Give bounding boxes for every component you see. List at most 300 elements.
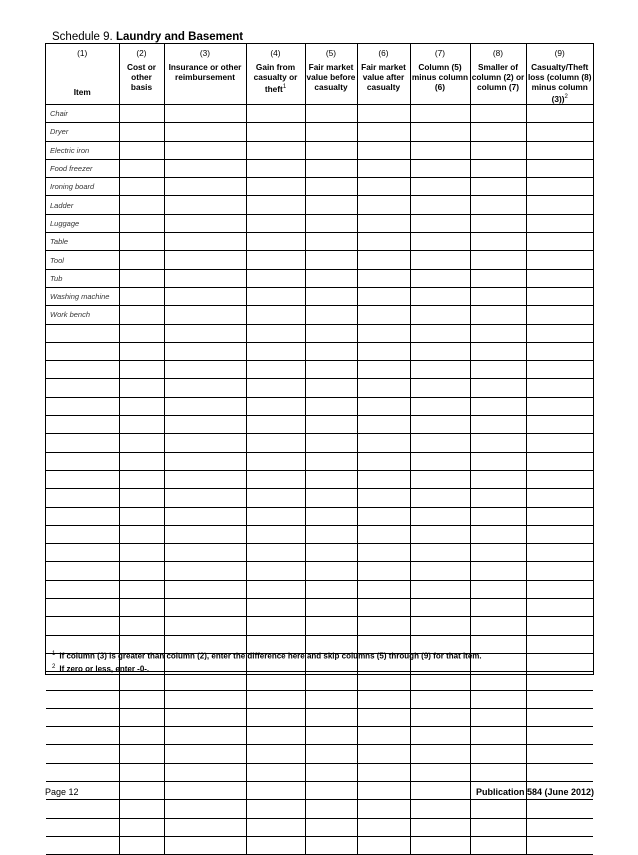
entry-cell[interactable] (410, 489, 470, 507)
entry-cell[interactable] (305, 159, 357, 177)
entry-cell[interactable] (470, 708, 526, 726)
entry-cell[interactable] (526, 141, 593, 159)
entry-cell[interactable] (164, 507, 246, 525)
entry-cell[interactable] (357, 727, 410, 745)
entry-cell[interactable] (119, 159, 164, 177)
entry-cell[interactable] (526, 287, 593, 305)
entry-cell[interactable] (470, 269, 526, 287)
entry-cell[interactable] (357, 781, 410, 799)
entry-cell[interactable] (526, 800, 593, 818)
entry-cell[interactable] (526, 617, 593, 635)
entry-cell[interactable] (119, 781, 164, 799)
entry-cell[interactable] (470, 489, 526, 507)
entry-cell[interactable] (305, 123, 357, 141)
entry-cell[interactable] (357, 507, 410, 525)
entry-cell[interactable] (470, 397, 526, 415)
entry-cell[interactable] (470, 324, 526, 342)
entry-cell[interactable] (119, 233, 164, 251)
entry-cell[interactable] (410, 214, 470, 232)
entry-cell[interactable] (164, 690, 246, 708)
entry-cell[interactable] (357, 452, 410, 470)
entry-cell[interactable] (305, 507, 357, 525)
entry-cell[interactable] (526, 544, 593, 562)
entry-cell[interactable] (246, 178, 305, 196)
entry-cell[interactable] (410, 818, 470, 836)
entry-cell[interactable] (164, 324, 246, 342)
entry-cell[interactable] (526, 269, 593, 287)
entry-cell[interactable] (357, 123, 410, 141)
entry-cell[interactable] (305, 745, 357, 763)
entry-cell[interactable] (410, 196, 470, 214)
entry-cell[interactable] (119, 287, 164, 305)
entry-cell[interactable] (470, 599, 526, 617)
entry-cell[interactable] (410, 178, 470, 196)
entry-cell[interactable] (119, 214, 164, 232)
entry-cell[interactable] (164, 251, 246, 269)
entry-cell[interactable] (410, 836, 470, 854)
entry-cell[interactable] (246, 800, 305, 818)
entry-cell[interactable] (526, 324, 593, 342)
entry-cell[interactable] (470, 416, 526, 434)
entry-cell[interactable] (119, 141, 164, 159)
entry-cell[interactable] (164, 818, 246, 836)
entry-cell[interactable] (470, 123, 526, 141)
entry-cell[interactable] (164, 745, 246, 763)
entry-cell[interactable] (357, 141, 410, 159)
entry-cell[interactable] (246, 342, 305, 360)
entry-cell[interactable] (164, 836, 246, 854)
entry-cell[interactable] (526, 434, 593, 452)
entry-cell[interactable] (119, 196, 164, 214)
entry-cell[interactable] (246, 196, 305, 214)
entry-cell[interactable] (357, 379, 410, 397)
entry-cell[interactable] (305, 141, 357, 159)
entry-cell[interactable] (357, 306, 410, 324)
entry-cell[interactable] (470, 836, 526, 854)
entry-cell[interactable] (305, 544, 357, 562)
entry-cell[interactable] (526, 745, 593, 763)
entry-cell[interactable] (357, 251, 410, 269)
entry-cell[interactable] (119, 708, 164, 726)
entry-cell[interactable] (305, 324, 357, 342)
entry-cell[interactable] (305, 708, 357, 726)
entry-cell[interactable] (305, 562, 357, 580)
entry-cell[interactable] (305, 434, 357, 452)
entry-cell[interactable] (410, 287, 470, 305)
entry-cell[interactable] (357, 470, 410, 488)
entry-cell[interactable] (410, 745, 470, 763)
entry-cell[interactable] (119, 617, 164, 635)
entry-cell[interactable] (305, 763, 357, 781)
entry-cell[interactable] (526, 818, 593, 836)
entry-cell[interactable] (470, 470, 526, 488)
entry-cell[interactable] (246, 489, 305, 507)
entry-cell[interactable] (470, 727, 526, 745)
entry-cell[interactable] (410, 617, 470, 635)
entry-cell[interactable] (470, 562, 526, 580)
entry-cell[interactable] (246, 525, 305, 543)
entry-cell[interactable] (164, 361, 246, 379)
entry-cell[interactable] (526, 379, 593, 397)
entry-cell[interactable] (246, 233, 305, 251)
entry-cell[interactable] (357, 434, 410, 452)
entry-cell[interactable] (470, 141, 526, 159)
entry-cell[interactable] (164, 141, 246, 159)
entry-cell[interactable] (526, 159, 593, 177)
entry-cell[interactable] (410, 562, 470, 580)
entry-cell[interactable] (410, 727, 470, 745)
entry-cell[interactable] (526, 342, 593, 360)
entry-cell[interactable] (410, 708, 470, 726)
entry-cell[interactable] (119, 251, 164, 269)
entry-cell[interactable] (305, 836, 357, 854)
entry-cell[interactable] (119, 544, 164, 562)
entry-cell[interactable] (357, 544, 410, 562)
entry-cell[interactable] (246, 617, 305, 635)
entry-cell[interactable] (246, 727, 305, 745)
entry-cell[interactable] (119, 690, 164, 708)
entry-cell[interactable] (246, 159, 305, 177)
entry-cell[interactable] (470, 287, 526, 305)
entry-cell[interactable] (410, 800, 470, 818)
entry-cell[interactable] (246, 544, 305, 562)
entry-cell[interactable] (410, 233, 470, 251)
entry-cell[interactable] (246, 580, 305, 598)
entry-cell[interactable] (357, 159, 410, 177)
entry-cell[interactable] (357, 745, 410, 763)
entry-cell[interactable] (410, 580, 470, 598)
entry-cell[interactable] (357, 269, 410, 287)
entry-cell[interactable] (164, 287, 246, 305)
entry-cell[interactable] (357, 800, 410, 818)
entry-cell[interactable] (246, 507, 305, 525)
entry-cell[interactable] (246, 214, 305, 232)
entry-cell[interactable] (526, 580, 593, 598)
entry-cell[interactable] (470, 690, 526, 708)
entry-cell[interactable] (357, 361, 410, 379)
entry-cell[interactable] (246, 470, 305, 488)
entry-cell[interactable] (164, 562, 246, 580)
entry-cell[interactable] (526, 599, 593, 617)
entry-cell[interactable] (119, 745, 164, 763)
entry-cell[interactable] (164, 306, 246, 324)
entry-cell[interactable] (470, 342, 526, 360)
entry-cell[interactable] (119, 416, 164, 434)
entry-cell[interactable] (470, 178, 526, 196)
entry-cell[interactable] (246, 763, 305, 781)
entry-cell[interactable] (164, 178, 246, 196)
entry-cell[interactable] (305, 287, 357, 305)
entry-cell[interactable] (119, 379, 164, 397)
entry-cell[interactable] (357, 580, 410, 598)
entry-cell[interactable] (357, 105, 410, 123)
entry-cell[interactable] (119, 470, 164, 488)
entry-cell[interactable] (470, 800, 526, 818)
entry-cell[interactable] (305, 489, 357, 507)
entry-cell[interactable] (119, 507, 164, 525)
entry-cell[interactable] (119, 489, 164, 507)
entry-cell[interactable] (357, 763, 410, 781)
entry-cell[interactable] (410, 269, 470, 287)
entry-cell[interactable] (164, 105, 246, 123)
entry-cell[interactable] (357, 214, 410, 232)
entry-cell[interactable] (470, 452, 526, 470)
entry-cell[interactable] (526, 452, 593, 470)
entry-cell[interactable] (526, 562, 593, 580)
entry-cell[interactable] (526, 836, 593, 854)
entry-cell[interactable] (246, 123, 305, 141)
entry-cell[interactable] (305, 452, 357, 470)
entry-cell[interactable] (410, 781, 470, 799)
entry-cell[interactable] (526, 525, 593, 543)
entry-cell[interactable] (470, 379, 526, 397)
entry-cell[interactable] (410, 507, 470, 525)
entry-cell[interactable] (119, 105, 164, 123)
entry-cell[interactable] (246, 708, 305, 726)
entry-cell[interactable] (526, 361, 593, 379)
entry-cell[interactable] (410, 544, 470, 562)
entry-cell[interactable] (410, 159, 470, 177)
entry-cell[interactable] (410, 470, 470, 488)
entry-cell[interactable] (526, 105, 593, 123)
entry-cell[interactable] (357, 562, 410, 580)
entry-cell[interactable] (526, 672, 593, 690)
entry-cell[interactable] (119, 434, 164, 452)
entry-cell[interactable] (470, 617, 526, 635)
entry-cell[interactable] (526, 416, 593, 434)
entry-cell[interactable] (410, 690, 470, 708)
entry-cell[interactable] (526, 196, 593, 214)
entry-cell[interactable] (357, 287, 410, 305)
entry-cell[interactable] (410, 452, 470, 470)
entry-cell[interactable] (470, 159, 526, 177)
entry-cell[interactable] (246, 745, 305, 763)
entry-cell[interactable] (470, 507, 526, 525)
entry-cell[interactable] (164, 397, 246, 415)
entry-cell[interactable] (526, 123, 593, 141)
entry-cell[interactable] (164, 763, 246, 781)
entry-cell[interactable] (526, 397, 593, 415)
entry-cell[interactable] (164, 123, 246, 141)
entry-cell[interactable] (470, 251, 526, 269)
entry-cell[interactable] (164, 781, 246, 799)
entry-cell[interactable] (470, 525, 526, 543)
entry-cell[interactable] (305, 178, 357, 196)
entry-cell[interactable] (470, 745, 526, 763)
entry-cell[interactable] (305, 599, 357, 617)
entry-cell[interactable] (526, 763, 593, 781)
entry-cell[interactable] (410, 123, 470, 141)
entry-cell[interactable] (470, 196, 526, 214)
entry-cell[interactable] (164, 525, 246, 543)
entry-cell[interactable] (119, 836, 164, 854)
entry-cell[interactable] (410, 141, 470, 159)
entry-cell[interactable] (410, 251, 470, 269)
entry-cell[interactable] (526, 214, 593, 232)
entry-cell[interactable] (246, 690, 305, 708)
entry-cell[interactable] (357, 342, 410, 360)
entry-cell[interactable] (526, 635, 593, 653)
entry-cell[interactable] (410, 599, 470, 617)
entry-cell[interactable] (526, 306, 593, 324)
entry-cell[interactable] (357, 397, 410, 415)
entry-cell[interactable] (164, 379, 246, 397)
entry-cell[interactable] (119, 306, 164, 324)
entry-cell[interactable] (410, 324, 470, 342)
entry-cell[interactable] (246, 361, 305, 379)
entry-cell[interactable] (526, 251, 593, 269)
entry-cell[interactable] (246, 141, 305, 159)
entry-cell[interactable] (305, 233, 357, 251)
entry-cell[interactable] (470, 233, 526, 251)
entry-cell[interactable] (470, 763, 526, 781)
entry-cell[interactable] (470, 434, 526, 452)
entry-cell[interactable] (246, 397, 305, 415)
entry-cell[interactable] (357, 617, 410, 635)
entry-cell[interactable] (164, 617, 246, 635)
entry-cell[interactable] (246, 251, 305, 269)
entry-cell[interactable] (305, 470, 357, 488)
entry-cell[interactable] (470, 105, 526, 123)
entry-cell[interactable] (357, 178, 410, 196)
entry-cell[interactable] (119, 800, 164, 818)
entry-cell[interactable] (119, 342, 164, 360)
entry-cell[interactable] (357, 233, 410, 251)
entry-cell[interactable] (410, 434, 470, 452)
entry-cell[interactable] (164, 342, 246, 360)
entry-cell[interactable] (410, 379, 470, 397)
entry-cell[interactable] (357, 818, 410, 836)
entry-cell[interactable] (164, 580, 246, 598)
entry-cell[interactable] (119, 818, 164, 836)
entry-cell[interactable] (305, 214, 357, 232)
entry-cell[interactable] (119, 580, 164, 598)
entry-cell[interactable] (305, 781, 357, 799)
entry-cell[interactable] (119, 269, 164, 287)
entry-cell[interactable] (246, 818, 305, 836)
entry-cell[interactable] (119, 397, 164, 415)
entry-cell[interactable] (470, 306, 526, 324)
entry-cell[interactable] (305, 379, 357, 397)
entry-cell[interactable] (410, 416, 470, 434)
entry-cell[interactable] (164, 233, 246, 251)
entry-cell[interactable] (357, 690, 410, 708)
entry-cell[interactable] (164, 800, 246, 818)
entry-cell[interactable] (305, 800, 357, 818)
entry-cell[interactable] (164, 416, 246, 434)
entry-cell[interactable] (246, 434, 305, 452)
entry-cell[interactable] (246, 269, 305, 287)
entry-cell[interactable] (119, 361, 164, 379)
entry-cell[interactable] (164, 214, 246, 232)
entry-cell[interactable] (305, 342, 357, 360)
entry-cell[interactable] (164, 434, 246, 452)
entry-cell[interactable] (164, 196, 246, 214)
entry-cell[interactable] (357, 836, 410, 854)
entry-cell[interactable] (357, 525, 410, 543)
entry-cell[interactable] (246, 562, 305, 580)
entry-cell[interactable] (305, 727, 357, 745)
entry-cell[interactable] (164, 489, 246, 507)
entry-cell[interactable] (305, 690, 357, 708)
entry-cell[interactable] (164, 269, 246, 287)
entry-cell[interactable] (305, 269, 357, 287)
entry-cell[interactable] (246, 324, 305, 342)
entry-cell[interactable] (357, 196, 410, 214)
entry-cell[interactable] (526, 507, 593, 525)
entry-cell[interactable] (410, 397, 470, 415)
entry-cell[interactable] (526, 690, 593, 708)
entry-cell[interactable] (410, 306, 470, 324)
entry-cell[interactable] (164, 452, 246, 470)
entry-cell[interactable] (164, 159, 246, 177)
entry-cell[interactable] (119, 178, 164, 196)
entry-cell[interactable] (410, 342, 470, 360)
entry-cell[interactable] (246, 287, 305, 305)
entry-cell[interactable] (526, 178, 593, 196)
entry-cell[interactable] (305, 580, 357, 598)
entry-cell[interactable] (164, 544, 246, 562)
entry-cell[interactable] (526, 470, 593, 488)
entry-cell[interactable] (305, 525, 357, 543)
entry-cell[interactable] (305, 397, 357, 415)
entry-cell[interactable] (246, 452, 305, 470)
entry-cell[interactable] (357, 324, 410, 342)
entry-cell[interactable] (119, 763, 164, 781)
entry-cell[interactable] (119, 562, 164, 580)
entry-cell[interactable] (305, 306, 357, 324)
entry-cell[interactable] (246, 599, 305, 617)
entry-cell[interactable] (305, 105, 357, 123)
entry-cell[interactable] (119, 525, 164, 543)
entry-cell[interactable] (246, 836, 305, 854)
entry-cell[interactable] (357, 489, 410, 507)
entry-cell[interactable] (357, 708, 410, 726)
entry-cell[interactable] (470, 361, 526, 379)
entry-cell[interactable] (246, 105, 305, 123)
entry-cell[interactable] (119, 727, 164, 745)
entry-cell[interactable] (164, 708, 246, 726)
entry-cell[interactable] (526, 708, 593, 726)
entry-cell[interactable] (305, 251, 357, 269)
entry-cell[interactable] (410, 525, 470, 543)
entry-cell[interactable] (164, 727, 246, 745)
entry-cell[interactable] (410, 105, 470, 123)
entry-cell[interactable] (470, 544, 526, 562)
entry-cell[interactable] (246, 306, 305, 324)
entry-cell[interactable] (119, 123, 164, 141)
entry-cell[interactable] (119, 324, 164, 342)
entry-cell[interactable] (164, 470, 246, 488)
entry-cell[interactable] (410, 361, 470, 379)
entry-cell[interactable] (305, 818, 357, 836)
entry-cell[interactable] (470, 580, 526, 598)
entry-cell[interactable] (470, 214, 526, 232)
entry-cell[interactable] (305, 617, 357, 635)
entry-cell[interactable] (526, 233, 593, 251)
entry-cell[interactable] (357, 599, 410, 617)
entry-cell[interactable] (119, 452, 164, 470)
entry-cell[interactable] (164, 599, 246, 617)
entry-cell[interactable] (246, 781, 305, 799)
entry-cell[interactable] (410, 763, 470, 781)
entry-cell[interactable] (526, 489, 593, 507)
entry-cell[interactable] (305, 361, 357, 379)
entry-cell[interactable] (305, 196, 357, 214)
entry-cell[interactable] (246, 379, 305, 397)
entry-cell[interactable] (526, 653, 593, 671)
entry-cell[interactable] (357, 416, 410, 434)
